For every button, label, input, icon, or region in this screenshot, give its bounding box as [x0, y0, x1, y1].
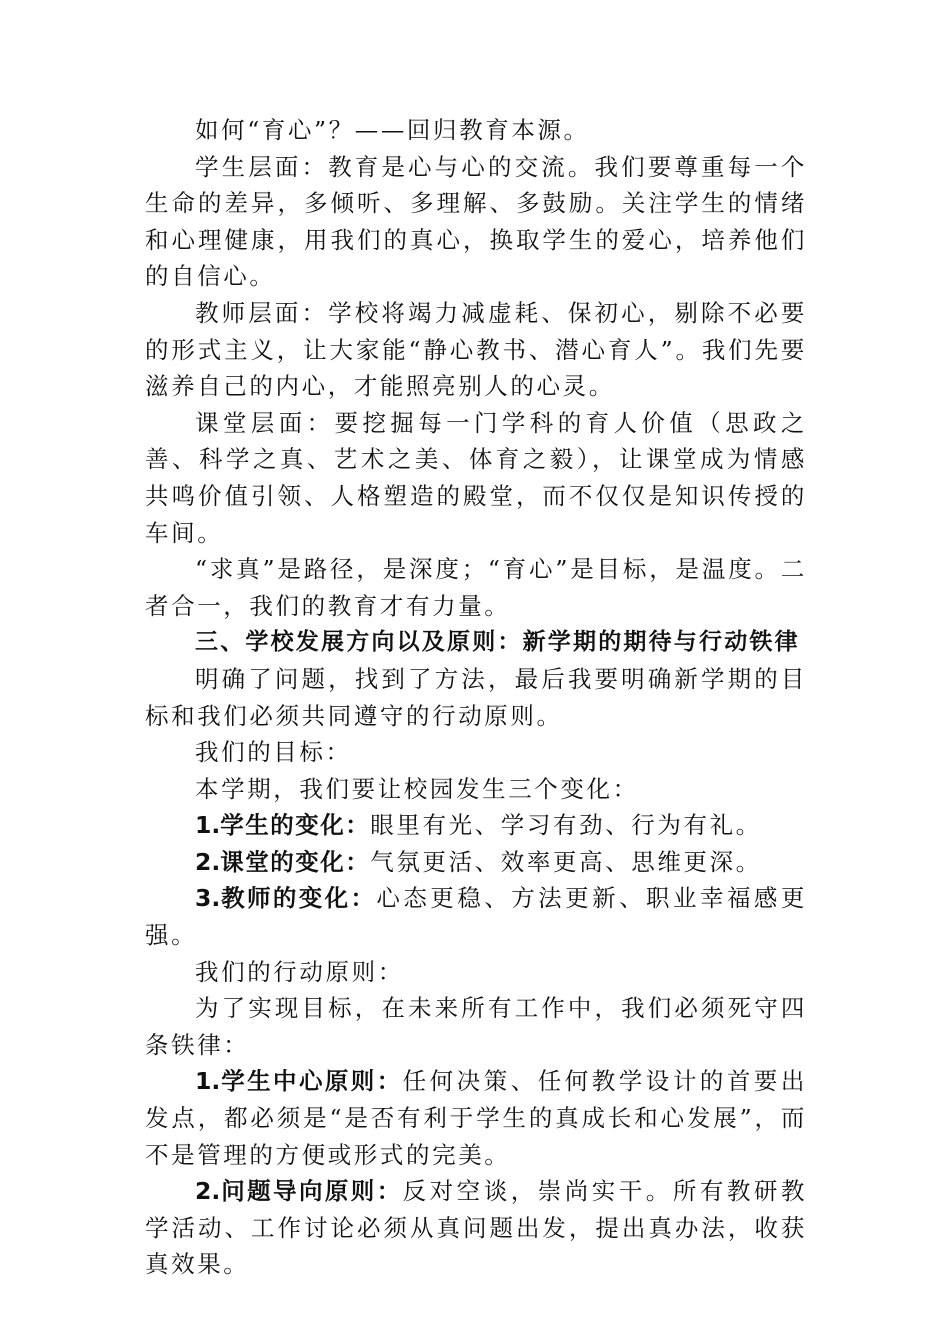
body-paragraph: 明确了问题，找到了方法，最后我要明确新学期的目标和我们必须共同遵守的行动原则。: [145, 664, 807, 730]
list-item: [145, 880, 807, 953]
list-item: [145, 1173, 807, 1283]
list-item-label: 学生中心原则：: [220, 1067, 403, 1096]
list-item-text: 任何决策、任何教学设计的首要出发点，都必须是“是否有利于学生的真成长和心发展”，而不是管理的方便或形式的完美。: [145, 1067, 808, 1169]
body-paragraph: “求真”是路径，是深度；“育心”是目标，是温度。二者合一，我们的教育才有力量。: [145, 555, 807, 620]
body-paragraph: 学生层面：教育是心与心的交流。我们要尊重每一个生命的差异，多倾听、多理解、多鼓励。关注学生的情绪和心理健康，用我们的真心，换取学生的爱心，培养他们的自信心。: [145, 152, 807, 291]
body-paragraph: 我们的目标：: [195, 738, 352, 767]
body-paragraph: 如何“育心”？——回归教育本源。: [195, 116, 590, 144]
body-paragraph: 我们的行动原则：: [195, 957, 404, 986]
list-item-number: 1.: [195, 811, 221, 840]
list-item-label: 问题导向原则：: [220, 1177, 403, 1206]
list-item-text: 心态更稳、方法更新、职业幸福感更强。: [145, 884, 808, 950]
body-paragraph: 本学期，我们要让校园发生三个变化：: [195, 774, 639, 803]
list-item-text: 反对空谈，崇尚实干。所有教研教学活动、工作讨论必须从真问题出发，提出真办法，收获真效果。: [145, 1177, 808, 1279]
list-item-number: 3.: [195, 884, 221, 913]
document-body: [145, 112, 807, 1283]
list-item-number: 2.: [195, 847, 221, 876]
list-item-text: 气氛更活、效率更高、思维更深。: [370, 847, 762, 876]
list-item: [145, 807, 807, 844]
list-item-number: 2.: [195, 1177, 221, 1206]
list-item-label: 学生的变化：: [220, 811, 371, 840]
list-item-text: 眼里有光、学习有劲、行为有礼。: [370, 811, 762, 840]
list-item-number: 1.: [195, 1067, 221, 1096]
list-item: [145, 1063, 807, 1173]
body-paragraph: 教师层面：学校将竭力减虚耗、保初心，剔除不必要的形式主义，让大家能“静心教书、潜心育人”。我们先要滋养自己的内心，才能照亮别人的心灵。: [145, 298, 807, 401]
list-item: [145, 844, 807, 881]
list-item-label: 课堂的变化：: [220, 847, 371, 876]
body-paragraph: 为了实现目标，在未来所有工作中，我们必须死守四条铁律：: [145, 994, 807, 1059]
body-paragraph: 课堂层面：要挖掘每一门学科的育人价值（思政之善、科学之真、艺术之美、体育之毅），让课堂成为情感共鸣价值引领、人格塑造的殿堂，而不仅仅是知识传授的车间。: [145, 408, 807, 547]
list-item-label: 教师的变化：: [220, 884, 377, 913]
section-heading: 三、学校发展方向以及原则：新学期的期待与行动铁律: [195, 629, 800, 656]
